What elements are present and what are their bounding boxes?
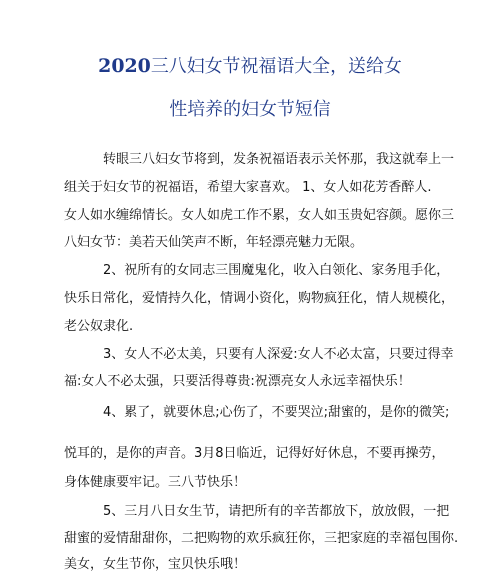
body-line: 5、三月八日女生节，请把所有的辛苦都放下，放放假，一把 <box>103 504 450 519</box>
body-line: 美女，女生节你，宝贝快乐哦！ <box>64 557 247 572</box>
body-line: 八妇女节：美若天仙笑声不断，年轻漂亮魅力无限。 <box>64 235 364 250</box>
body-line: 甜蜜的爱情甜甜你，二把购物的欢乐疯狂你，三把家庭的幸福包围你. <box>64 531 459 546</box>
body-line: 福:女人不必太强，只要活得尊贵:祝漂亮女人永远幸福快乐！ <box>64 374 411 389</box>
article-title-line-1 <box>1 52 499 78</box>
body-line: 快乐日常化，爱情持久化，情调小资化，购物疯狂化，情人规模化， <box>64 291 455 306</box>
article-title-year: 2020 <box>98 55 151 77</box>
body-line: 转眼三八妇女节将到，发条祝福语表示关怀那，我这就奉上一 <box>103 152 455 167</box>
article-title-line-2: 性培养的妇女节短信 <box>169 99 331 120</box>
body-line: 4、累了，就要休息;心伤了，不要哭泣;甜蜜的，是你的微笑; <box>103 405 450 420</box>
body-line: 老公奴隶化. <box>64 319 134 334</box>
article-title-text: 三八妇女节祝福语大全，送给女 <box>150 56 402 77</box>
body-line: 悦耳的，是你的声音。3月8日临近，记得好好休息，不要再操劳， <box>64 446 445 461</box>
body-line: 身体健康要牢记。三八节快乐！ <box>64 475 247 490</box>
body-line: 女人如水缠绵情长。女人如虎工作不累，女人如玉贵妃容颜。愿你三 <box>64 208 455 223</box>
body-line: 组关于妇女节的祝福语，希望大家喜欢。 1、女人如花芳香醉人. <box>64 180 432 195</box>
body-line: 2、祝所有的女同志三围魔鬼化，收入白领化、家务甩手化， <box>103 263 450 278</box>
body-line: 3、女人不必太美，只要有人深爱:女人不必太富，只要过得幸 <box>103 347 454 362</box>
